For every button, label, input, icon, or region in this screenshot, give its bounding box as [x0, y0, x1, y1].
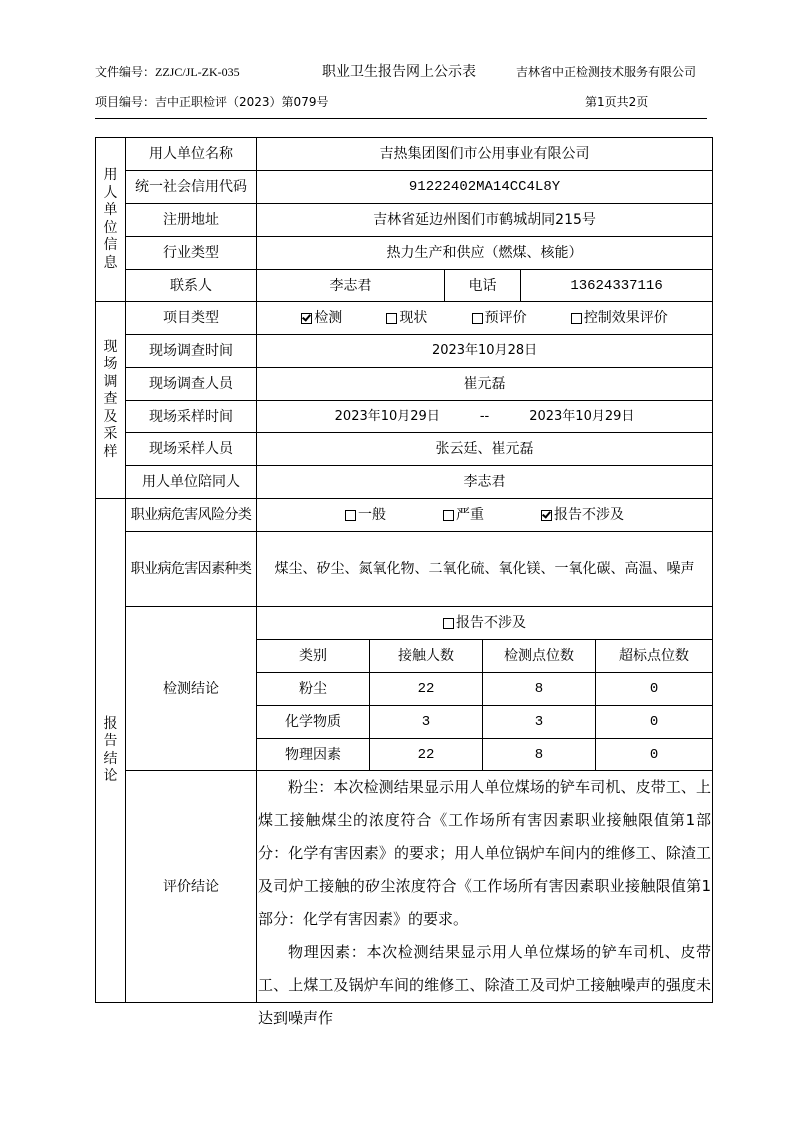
label-employer-name: 用人单位名称	[126, 138, 257, 171]
section-employer-info	[96, 138, 126, 302]
cell-test-points: 8	[483, 739, 596, 771]
checkbox-icon[interactable]	[472, 313, 483, 324]
label-phone: 电话	[445, 270, 521, 302]
project-type-options	[257, 302, 713, 335]
project-number-label: 项目编号：	[95, 95, 156, 109]
project-type-checkbox-group	[257, 310, 712, 326]
value-evaluation-conclusion	[257, 771, 713, 1027]
column-header-exceeding-points: 超标点位数	[596, 640, 713, 673]
sampling-date-range	[257, 409, 712, 425]
value-address: 吉林省延边州图们市鹤城胡同215号	[257, 204, 713, 237]
value-survey-time: 2023年10月28日	[257, 335, 713, 368]
sampling-date-separator: --	[479, 408, 490, 424]
evaluation-paragraph-dust: 粉尘：本次检测结果显示用人单位煤场的铲车司机、皮带工、上煤工接触煤尘的浓度符合《工作场所有害因素职业接触限值第1部分：化学有害因素》的要求；用人单位锅炉车间内的维修工、除渣工及司炉工接触的矽尘浓度符合《工作场所有害因素职业接触限值第1部分：化学有害因素》的要求。	[258, 778, 712, 928]
option-label: 报告不涉及	[554, 507, 625, 523]
value-contact: 李志君	[257, 270, 445, 302]
label-industry: 行业类型	[126, 237, 257, 270]
disclosure-form-table	[95, 137, 713, 1027]
option-detection[interactable]	[301, 310, 342, 326]
label-escort: 用人单位陪同人	[126, 466, 257, 499]
cell-category: 物理因素	[257, 739, 370, 771]
label-sampling-time: 现场采样时间	[126, 401, 257, 433]
row-evaluation-conclusion	[96, 771, 713, 1003]
cell-exceeding-points: 0	[596, 673, 713, 706]
option-label: 报告不涉及	[456, 615, 527, 631]
value-industry: 热力生产和供应（燃煤、核能）	[257, 237, 713, 270]
cell-category: 粉尘	[257, 673, 370, 706]
row-industry	[96, 237, 713, 270]
cell-exposed-workers: 22	[370, 739, 483, 771]
row-contact	[96, 270, 713, 302]
file-number-value: ZZJC/JL-ZK-035	[155, 65, 240, 79]
cell-exceeding-points: 0	[596, 706, 713, 739]
option-label: 检测	[314, 310, 343, 326]
detection-not-applicable-group	[257, 615, 712, 631]
document-title: 职业卫生报告网上公示表	[322, 64, 476, 80]
checkbox-icon[interactable]	[386, 313, 397, 324]
file-number	[95, 65, 240, 79]
option-label: 现状	[399, 310, 428, 326]
checkbox-icon[interactable]	[541, 510, 552, 521]
section-label-survey-sampling: 现场调查及采样	[103, 338, 118, 460]
option-pre-evaluation[interactable]	[472, 310, 527, 326]
checkbox-icon[interactable]	[571, 313, 582, 324]
checkbox-icon[interactable]	[345, 510, 356, 521]
row-credit-code	[96, 171, 713, 204]
file-number-label: 文件编号：	[95, 65, 156, 79]
sampling-end-date: 2023年10月29日	[529, 408, 635, 424]
value-sampling-time	[257, 401, 713, 433]
section-report-conclusion	[96, 499, 126, 1003]
evaluation-text	[257, 771, 712, 1027]
section-label-report-conclusion: 报告结论	[103, 715, 118, 784]
project-number	[95, 95, 328, 109]
row-risk-classification	[96, 499, 713, 532]
cell-exposed-workers: 3	[370, 706, 483, 739]
row-sampling-time	[96, 401, 713, 433]
cell-test-points: 3	[483, 706, 596, 739]
section-survey-sampling	[96, 302, 126, 499]
cell-category: 化学物质	[257, 706, 370, 739]
option-control-effect-evaluation[interactable]	[571, 310, 668, 326]
label-risk-classification: 职业病危害风险分类	[126, 499, 257, 532]
cell-exposed-workers: 22	[370, 673, 483, 706]
value-surveyors: 崔元磊	[257, 368, 713, 401]
row-samplers	[96, 433, 713, 466]
checkbox-icon[interactable]	[443, 510, 454, 521]
row-project-type	[96, 302, 713, 335]
risk-classification-options	[257, 499, 713, 532]
row-escort	[96, 466, 713, 499]
row-employer-name	[96, 138, 713, 171]
option-label: 预评价	[484, 310, 527, 326]
label-evaluation-conclusion: 评价结论	[126, 771, 257, 1003]
value-credit-code: 91222402MA14CC4L8Y	[257, 171, 713, 204]
label-survey-time: 现场调查时间	[126, 335, 257, 368]
evaluation-paragraph-physical: 物理因素：本次检测结果显示用人单位煤场的铲车司机、皮带工、上煤工及锅炉车间的维修工、除渣工及司炉工接触噪声的强度未达到噪声作	[258, 943, 712, 1027]
checkbox-icon[interactable]	[301, 313, 312, 324]
column-header-exposed-workers: 接触人数	[370, 640, 483, 673]
row-surveyors	[96, 368, 713, 401]
header-divider	[95, 118, 707, 119]
column-header-test-points: 检测点位数	[483, 640, 596, 673]
option-label: 控制效果评价	[583, 310, 668, 326]
company-name: 吉林省中正检测技术服务有限公司	[516, 65, 697, 79]
value-escort: 李志君	[257, 466, 713, 499]
risk-classification-checkbox-group	[257, 507, 712, 523]
project-number-value: 吉中正职检评（2023）第079号	[155, 95, 329, 109]
value-employer-name: 吉热集团图们市公用事业有限公司	[257, 138, 713, 171]
label-project-type: 项目类型	[126, 302, 257, 335]
cell-exceeding-points: 0	[596, 739, 713, 771]
sampling-start-date: 2023年10月29日	[334, 408, 440, 424]
section-label-employer-info: 用人单位信息	[103, 167, 118, 271]
option-label: 严重	[456, 507, 485, 523]
label-surveyors: 现场调查人员	[126, 368, 257, 401]
label-hazard-factors: 职业病危害因素种类	[126, 532, 257, 607]
option-label: 一般	[358, 507, 387, 523]
value-hazard-factors: 煤尘、矽尘、氮氧化物、二氧化硫、氧化镁、一氧化碳、高温、噪声	[257, 532, 713, 607]
option-not-applicable[interactable]	[541, 507, 624, 523]
label-address: 注册地址	[126, 204, 257, 237]
page-indicator: 第1页共2页	[585, 95, 649, 109]
option-status-quo[interactable]	[386, 310, 427, 326]
value-phone: 13624337116	[521, 270, 713, 302]
row-detection-not-applicable	[96, 607, 713, 640]
option-detection-not-applicable[interactable]	[443, 615, 526, 631]
option-general[interactable]	[345, 507, 386, 523]
detection-not-applicable	[257, 607, 713, 640]
value-samplers: 张云廷、崔元磊	[257, 433, 713, 466]
column-header-category: 类别	[257, 640, 370, 673]
cell-test-points: 8	[483, 673, 596, 706]
checkbox-icon[interactable]	[443, 618, 454, 629]
label-samplers: 现场采样人员	[126, 433, 257, 466]
label-credit-code: 统一社会信用代码	[126, 171, 257, 204]
label-contact: 联系人	[126, 270, 257, 302]
label-detection-conclusion: 检测结论	[126, 607, 257, 771]
row-hazard-factors	[96, 532, 713, 607]
option-serious[interactable]	[443, 507, 484, 523]
row-address	[96, 204, 713, 237]
row-survey-time	[96, 335, 713, 368]
